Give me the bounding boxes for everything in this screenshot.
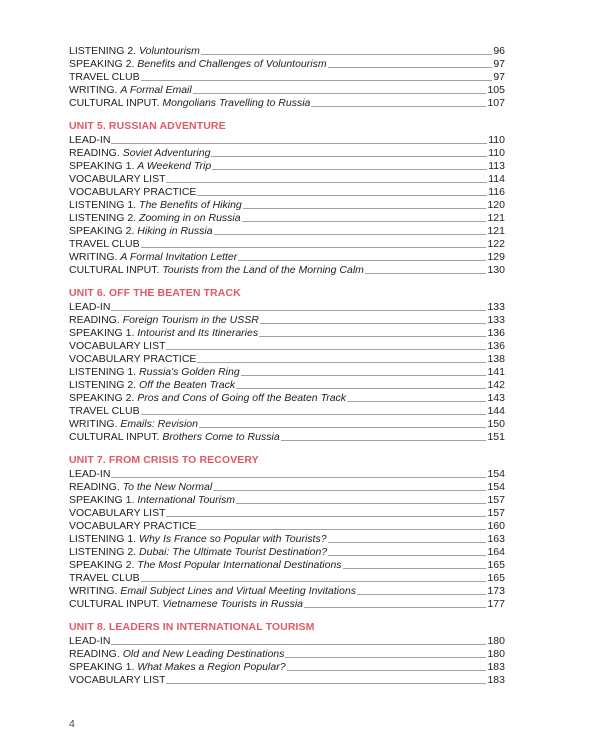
toc-entry-label: WRITING.	[69, 585, 118, 597]
toc-entry[interactable]	[69, 533, 505, 546]
toc-entry-label: LISTENING 2.	[69, 546, 137, 558]
toc-entry[interactable]	[69, 160, 505, 173]
toc-entry-label: LEAD-IN	[69, 468, 111, 480]
toc-entry-title	[69, 559, 342, 572]
toc-entry[interactable]	[69, 186, 505, 199]
toc-entry-label: READING.	[69, 481, 120, 493]
toc-entry-label: CULTURAL INPUT.	[69, 598, 160, 610]
toc-entry-label: VOCABULARY LIST	[69, 507, 166, 519]
toc-entry[interactable]	[69, 635, 505, 648]
toc-section	[69, 454, 505, 611]
toc-entry-subtitle: Off the Beaten Track	[139, 379, 236, 391]
toc-entry-page: 133	[487, 301, 505, 313]
dot-leader	[259, 336, 486, 337]
toc-entry-subtitle: The Benefits of Hiking	[139, 199, 242, 211]
toc-entry-title	[69, 546, 327, 559]
toc-entry-title	[69, 585, 356, 598]
toc-entry-page: 113	[488, 160, 505, 172]
toc-entry-subtitle: A Weekend Trip	[137, 160, 212, 172]
toc-entry-title	[69, 392, 346, 405]
toc-entry-title	[69, 366, 240, 379]
toc-entry-page: 116	[488, 186, 505, 198]
unit-heading: UNIT 6. OFF THE BEATEN TRACK	[69, 287, 241, 299]
dot-leader	[328, 67, 493, 68]
toc-entry-title	[69, 173, 165, 186]
toc-entry-page: 143	[487, 392, 505, 404]
toc-entry[interactable]	[69, 353, 505, 366]
toc-entry-label: VOCABULARY PRACTICE	[69, 520, 197, 532]
dot-leader	[343, 568, 487, 569]
dot-leader	[241, 375, 487, 376]
toc-entry-subtitle: Mongolians Travelling to Russia	[162, 97, 311, 109]
toc-entry[interactable]	[69, 392, 505, 405]
toc-entry-title	[69, 301, 110, 314]
toc-entry-label: LEAD-IN	[69, 134, 111, 146]
toc-entry[interactable]	[69, 598, 505, 611]
dot-leader	[242, 221, 487, 222]
toc-entry-page: 163	[487, 533, 505, 545]
toc-entry-subtitle: Email Subject Lines and Virtual Meeting Invitations	[120, 585, 356, 597]
toc-entry[interactable]	[69, 314, 505, 327]
dot-leader	[212, 169, 487, 170]
toc-entry-subtitle: Vietnamese Tourists in Russia	[162, 598, 304, 610]
toc-entry-page: 164	[487, 546, 505, 558]
toc-entry-page: 144	[487, 405, 505, 417]
toc-entry-page: 114	[488, 173, 505, 185]
toc-entry-page: 151	[487, 431, 505, 443]
toc-entry-label: SPEAKING 2.	[69, 559, 135, 571]
toc-entry-page: 138	[487, 353, 505, 365]
toc-entry-title	[69, 507, 165, 520]
toc-entry-page: 157	[487, 494, 505, 506]
toc-entry-page: 165	[487, 559, 505, 571]
dot-leader	[238, 260, 486, 261]
toc-entry-label: VOCABULARY PRACTICE	[69, 353, 197, 365]
toc-entry-page: 173	[487, 585, 505, 597]
toc-entry-page: 122	[487, 238, 505, 250]
toc-entry-page: 110	[488, 147, 505, 159]
toc-entry[interactable]	[69, 494, 505, 507]
toc-entry[interactable]	[69, 520, 505, 533]
toc-entry[interactable]	[69, 674, 505, 687]
toc-entry-title	[69, 186, 196, 199]
toc-entry-label: VOCABULARY LIST	[69, 340, 166, 352]
dot-leader	[197, 195, 487, 196]
toc-entry-page: 157	[487, 507, 505, 519]
toc-entry-subtitle: The Most Popular International Destinations	[137, 559, 342, 571]
dot-leader	[213, 490, 486, 491]
toc-entry-label: SPEAKING 1.	[69, 494, 135, 506]
toc-entry-page: 180	[487, 635, 505, 647]
toc-entry-label: VOCABULARY LIST	[69, 173, 166, 185]
toc-entry-page: 105	[487, 84, 505, 96]
dot-leader	[260, 323, 487, 324]
toc-entry-label: VOCABULARY LIST	[69, 674, 166, 686]
dot-leader	[311, 106, 486, 107]
dot-leader	[357, 594, 487, 595]
toc-entry-title	[69, 84, 192, 97]
toc-entry[interactable]	[69, 585, 505, 598]
toc-entry-page: 136	[487, 327, 505, 339]
toc-entry[interactable]	[69, 468, 505, 481]
toc-entry-page: 97	[493, 71, 505, 83]
toc-entry[interactable]	[69, 507, 505, 520]
dot-leader	[141, 247, 487, 248]
toc-entry-title	[69, 379, 235, 392]
toc-entry-label: READING.	[69, 648, 120, 660]
toc-entry-page: 154	[487, 468, 505, 480]
toc-entry-subtitle: Brothers Come to Russia	[162, 431, 280, 443]
toc-entry-label: TRAVEL CLUB	[69, 572, 140, 584]
toc-entry-subtitle: Hiking in Russia	[137, 225, 213, 237]
toc-entry-page: 121	[487, 212, 505, 224]
toc-entry-subtitle: Voluntourism	[139, 45, 200, 57]
toc-entry-page: 130	[487, 264, 505, 276]
toc-entry[interactable]	[69, 147, 505, 160]
toc-entry-page: 121	[487, 225, 505, 237]
toc-entry-page: 110	[488, 134, 505, 146]
dot-leader	[304, 607, 486, 608]
toc-entry-label: LISTENING 2.	[69, 379, 137, 391]
toc-entry-title	[69, 494, 235, 507]
toc-entry-page: 136	[487, 340, 505, 352]
toc-section	[69, 45, 505, 110]
toc-entry-label: CULTURAL INPUT.	[69, 97, 160, 109]
toc-entry-title	[69, 58, 327, 71]
toc-entry-label: READING.	[69, 147, 120, 159]
toc-entry-page: 97	[493, 58, 505, 70]
toc-entry-page: 154	[487, 481, 505, 493]
toc-entry[interactable]	[69, 238, 505, 251]
toc-entry-page: 177	[487, 598, 505, 610]
toc-entry[interactable]	[69, 71, 505, 84]
dot-leader	[285, 657, 486, 658]
toc-entry-label: LISTENING 2.	[69, 212, 137, 224]
toc-entry-title	[69, 481, 212, 494]
toc-entry-title	[69, 238, 140, 251]
unit-heading: UNIT 7. FROM CRISIS TO RECOVERY	[69, 454, 259, 466]
toc-entry-title	[69, 533, 327, 546]
toc-entry[interactable]	[69, 225, 505, 238]
toc-entry-title	[69, 212, 241, 225]
toc-entry-subtitle: Dubai: The Ultimate Tourist Destination?	[139, 546, 328, 558]
toc-entry[interactable]	[69, 134, 505, 147]
toc-entry-page: 120	[487, 199, 505, 211]
toc-entry-title	[69, 468, 110, 481]
toc-entry[interactable]	[69, 173, 505, 186]
toc-entry-page: 183	[487, 661, 505, 673]
toc-entry-subtitle: A Formal Invitation Letter	[120, 251, 238, 263]
toc-entry[interactable]	[69, 379, 505, 392]
toc-entry-title	[69, 251, 237, 264]
dot-leader	[111, 644, 486, 645]
toc-entry-page: 183	[487, 674, 505, 686]
toc-entry-title	[69, 353, 196, 366]
toc-entry-subtitle: Benefits and Challenges of Voluntourism	[137, 58, 327, 70]
toc-entry[interactable]	[69, 251, 505, 264]
dot-leader	[141, 414, 487, 415]
toc-entry-label: LISTENING 2.	[69, 45, 137, 57]
toc-entry-label: CULTURAL INPUT.	[69, 431, 160, 443]
toc-entry-page: 133	[487, 314, 505, 326]
toc-entry-title	[69, 418, 198, 431]
toc-entry-label: VOCABULARY PRACTICE	[69, 186, 197, 198]
toc-entry-title	[69, 520, 196, 533]
toc-entry-title	[69, 648, 284, 661]
toc-entry-label: SPEAKING 2.	[69, 225, 135, 237]
dot-leader	[201, 54, 492, 55]
toc-entry[interactable]	[69, 340, 505, 353]
dot-leader	[328, 542, 487, 543]
toc-entry[interactable]	[69, 84, 505, 97]
toc-entry-label: SPEAKING 1.	[69, 160, 135, 172]
toc-section	[69, 621, 505, 687]
dot-leader	[211, 156, 487, 157]
toc-entry[interactable]	[69, 264, 505, 277]
toc-entry-title	[69, 45, 200, 58]
toc-entry-label: TRAVEL CLUB	[69, 71, 140, 83]
dot-leader	[236, 503, 487, 504]
dot-leader	[281, 440, 487, 441]
dot-leader	[199, 427, 487, 428]
toc-entry-page: 180	[487, 648, 505, 660]
toc-entry-label: WRITING.	[69, 84, 118, 96]
toc-entry-label: WRITING.	[69, 418, 118, 430]
dot-leader	[141, 581, 487, 582]
toc-entry-title	[69, 160, 211, 173]
toc-entry-subtitle: Intourist and Its Itineraries	[137, 327, 259, 339]
toc-entry-page: 141	[487, 366, 505, 378]
toc-entry-subtitle: Russia's Golden Ring	[139, 366, 240, 378]
toc-entry-subtitle: Soviet Adventuring	[122, 147, 211, 159]
dot-leader	[197, 362, 486, 363]
dot-leader	[193, 93, 487, 94]
toc-entry[interactable]	[69, 431, 505, 444]
dot-leader	[214, 234, 487, 235]
toc-entry-title	[69, 97, 310, 110]
toc-entry[interactable]	[69, 366, 505, 379]
toc-entry-title	[69, 147, 210, 160]
toc-entry-title	[69, 431, 280, 444]
toc-entry[interactable]	[69, 546, 505, 559]
toc-section	[69, 287, 505, 444]
toc-entry-page: 160	[487, 520, 505, 532]
dot-leader	[111, 310, 486, 311]
unit-heading: UNIT 8. LEADERS IN INTERNATIONAL TOURISM	[69, 621, 315, 633]
toc-entry-subtitle: Emails: Revision	[120, 418, 198, 430]
toc-entry-label: SPEAKING 2.	[69, 392, 135, 404]
dot-leader	[141, 80, 493, 81]
toc-entry-title	[69, 635, 110, 648]
toc-entry-subtitle: What Makes a Region Popular?	[137, 661, 286, 673]
toc-entry-title	[69, 674, 165, 687]
toc-entry-title	[69, 661, 286, 674]
toc-entry-subtitle: Pros and Cons of Going off the Beaten Track	[137, 392, 347, 404]
toc-entry-title	[69, 572, 140, 585]
toc-entry-label: SPEAKING 1.	[69, 327, 135, 339]
toc-entry-page: 107	[487, 97, 505, 109]
toc-entry-title	[69, 264, 364, 277]
toc-entry-title	[69, 225, 213, 238]
toc-entry-label: TRAVEL CLUB	[69, 405, 140, 417]
toc-entry-subtitle: International Tourism	[137, 494, 235, 506]
toc-entry-title	[69, 71, 140, 84]
toc-entry-label: READING.	[69, 314, 120, 326]
dot-leader	[166, 349, 486, 350]
dot-leader	[365, 273, 487, 274]
toc-entry-subtitle: Foreign Tourism in the USSR	[122, 314, 259, 326]
toc-entry-subtitle: To the New Normal	[122, 481, 213, 493]
toc-entry[interactable]	[69, 648, 505, 661]
table-of-contents	[69, 45, 505, 687]
toc-entry[interactable]	[69, 661, 505, 674]
toc-entry-page: 150	[487, 418, 505, 430]
toc-entry-label: SPEAKING 1.	[69, 661, 135, 673]
toc-entry-subtitle: Old and New Leading Destinations	[122, 648, 285, 660]
toc-entry[interactable]	[69, 97, 505, 110]
toc-entry[interactable]	[69, 572, 505, 585]
toc-entry-label: SPEAKING 2.	[69, 58, 135, 70]
toc-section	[69, 120, 505, 277]
toc-entry-subtitle: Why Is France so Popular with Tourists?	[139, 533, 327, 545]
toc-entry-page: 129	[487, 251, 505, 263]
toc-entry-title	[69, 405, 140, 418]
toc-entry-title	[69, 327, 258, 340]
toc-entry[interactable]	[69, 327, 505, 340]
toc-entry-subtitle: A Formal Email	[120, 84, 192, 96]
toc-entry[interactable]	[69, 405, 505, 418]
toc-entry-label: LEAD-IN	[69, 635, 111, 647]
dot-leader	[197, 529, 486, 530]
toc-entry-label: WRITING.	[69, 251, 118, 263]
toc-entry-page: 96	[493, 45, 505, 57]
toc-entry-label: LISTENING 1.	[69, 533, 137, 545]
toc-entry[interactable]	[69, 418, 505, 431]
toc-entry-title	[69, 598, 303, 611]
unit-heading: UNIT 5. RUSSIAN ADVENTURE	[69, 120, 226, 132]
toc-entry[interactable]	[69, 559, 505, 572]
toc-entry-page: 165	[487, 572, 505, 584]
dot-leader	[166, 516, 486, 517]
page-number: 4	[69, 718, 75, 730]
toc-entry[interactable]	[69, 58, 505, 71]
toc-entry-label: LEAD-IN	[69, 301, 111, 313]
toc-entry[interactable]	[69, 301, 505, 314]
dot-leader	[111, 143, 487, 144]
toc-entry-title	[69, 199, 242, 212]
toc-entry[interactable]	[69, 199, 505, 212]
toc-entry[interactable]	[69, 481, 505, 494]
toc-entry-subtitle: Zooming in on Russia	[139, 212, 241, 224]
dot-leader	[243, 208, 487, 209]
dot-leader	[328, 555, 486, 556]
toc-entry-title	[69, 134, 110, 147]
toc-entry-label: LISTENING 1.	[69, 366, 137, 378]
toc-entry-label: LISTENING 1.	[69, 199, 137, 211]
dot-leader	[287, 670, 487, 671]
dot-leader	[166, 683, 486, 684]
toc-entry-page: 142	[487, 379, 505, 391]
dot-leader	[347, 401, 486, 402]
toc-entry[interactable]	[69, 212, 505, 225]
toc-entry-subtitle: Tourists from the Land of the Morning Calm	[162, 264, 364, 276]
dot-leader	[111, 477, 486, 478]
toc-entry-title	[69, 314, 259, 327]
dot-leader	[166, 182, 487, 183]
toc-entry-label: TRAVEL CLUB	[69, 238, 140, 250]
toc-entry[interactable]	[69, 45, 505, 58]
dot-leader	[236, 388, 486, 389]
toc-entry-title	[69, 340, 165, 353]
toc-entry-label: CULTURAL INPUT.	[69, 264, 160, 276]
